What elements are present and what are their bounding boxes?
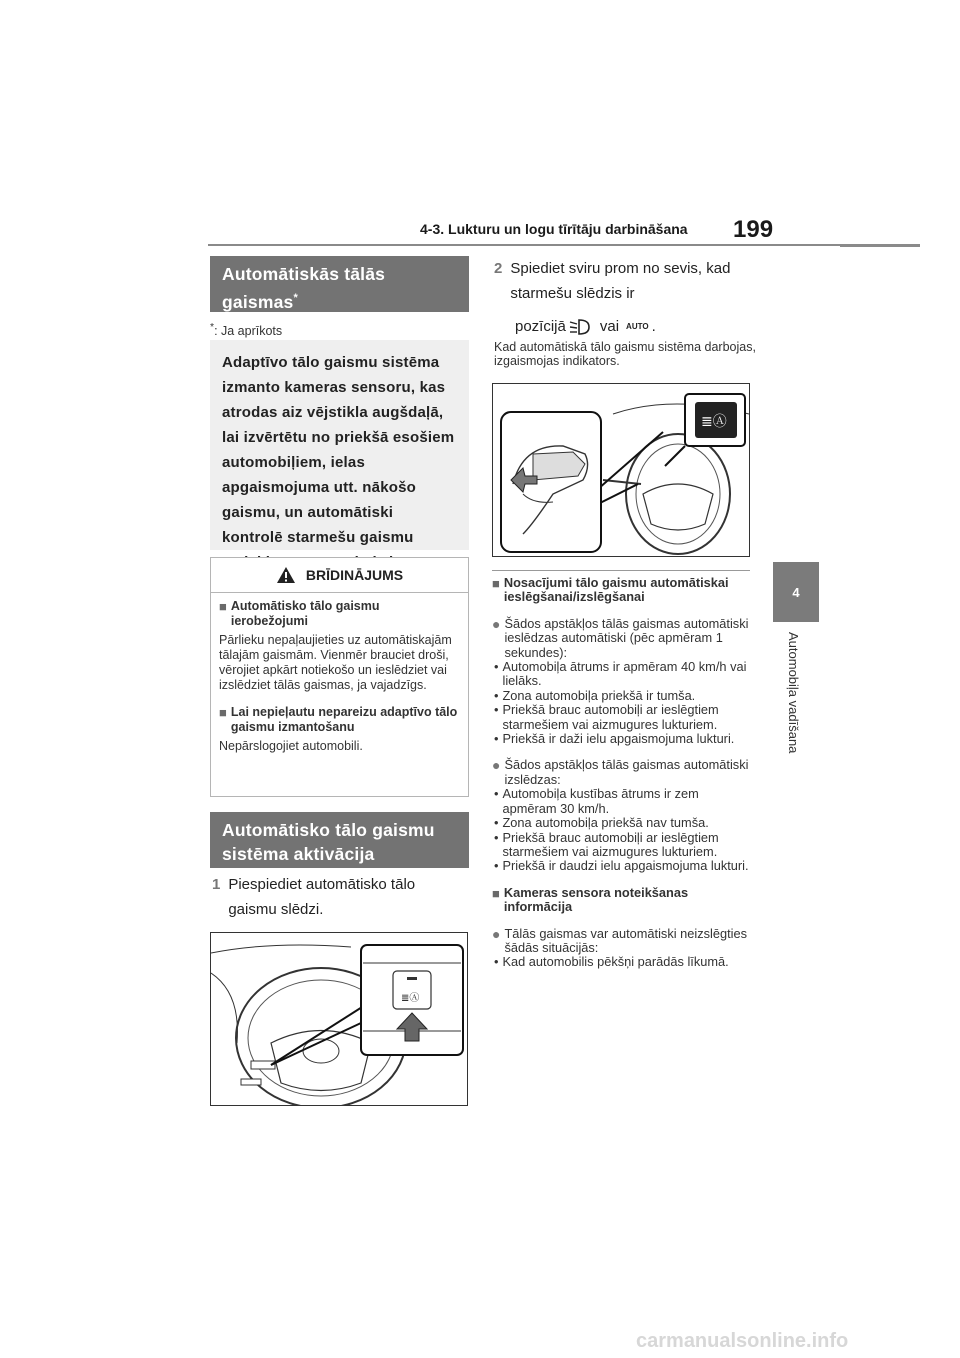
conditions-section xyxy=(492,576,754,970)
camera-heading xyxy=(492,886,754,915)
list-item: • Zona automobiļa priekšā ir tumša. xyxy=(494,687,696,703)
list-item: • Priekšā ir daži ielu apgaismojuma lukturi. xyxy=(494,731,735,747)
circle-bullet-icon: ● xyxy=(492,757,501,774)
warning-body xyxy=(211,593,468,770)
list-item: • Priekšā brauc automobiļi ar ieslēgtiem starmešiem vai aizmugures lukturiem. xyxy=(494,702,719,732)
step-2-end: . xyxy=(651,318,656,335)
chapter-number: 4 xyxy=(792,584,800,600)
on-conditions-intro xyxy=(492,617,754,660)
square-bullet-icon: ■ xyxy=(492,576,500,591)
footnote-mark: * xyxy=(210,322,215,333)
step-2-number: 2 xyxy=(494,260,503,277)
warning-triangle-icon xyxy=(276,566,296,584)
step-1-number: 1 xyxy=(212,876,221,893)
circle-bullet-icon: ● xyxy=(492,925,501,942)
camera-intro xyxy=(492,927,754,956)
step-1 xyxy=(212,872,467,922)
camera-intro-text: Tālās gaismas var automātiski neizslēgties šādās situācijās: xyxy=(504,925,747,955)
list-item: • Kad automobilis pēkšņi parādās līkumā. xyxy=(494,954,729,970)
svg-text:≣Ⓐ: ≣Ⓐ xyxy=(401,993,420,1004)
lever-illustration xyxy=(492,383,750,557)
list-item: • Automobiļa kustības ātrums ir zem apmēram 30 km/h. xyxy=(494,786,699,816)
header-rule-right xyxy=(840,244,920,247)
warning-sub2-title: Lai nepieļautu nepareizu adaptīvo tālo gaismu izmantošanu xyxy=(230,705,458,734)
dashboard-switch-illustration xyxy=(210,932,468,1106)
intro-text: Adaptīvo tālo gaismu sistēma izmanto kameras sensoru, kas atrodas aiz vējstikla augšdaļā, lai izvērtētu no priekšā esošiem automobiļiem, ielas apgaismojuma utt. nākošo gaismu, un automātiski kontrolē starmešu gaismu xyxy=(222,354,455,546)
on-intro-text: Šādos apstākļos tālās gaismas automātiski ieslēdzas automātiski (pēc apmēram 1 sekundes): xyxy=(504,615,749,660)
low-beam-headlight-icon xyxy=(569,318,591,336)
auto-icon: AUTO xyxy=(626,322,649,331)
footnote-text: : Ja aprīkots xyxy=(214,324,283,339)
list-item: • Zona automobiļa priekšā nav tumša. xyxy=(494,815,709,831)
warning-header xyxy=(211,558,468,593)
square-bullet-icon: ■ xyxy=(219,599,227,614)
off-intro-text: Šādos apstākļos tālās gaismas automātiski izslēdzas: xyxy=(504,757,749,787)
off-conditions-intro xyxy=(492,758,754,787)
warning-sub1-text: Pārlieku nepaļaujieties uz automātiskajām tālajām gaismām. Vienmēr brauciet droši, vērojiet apkārt notiekošo un ieslēdziet vai izslēdziet tālās gaismas, ja vajadzīgs. xyxy=(219,633,452,692)
step-2-or: vai xyxy=(599,318,620,335)
square-bullet-icon: ■ xyxy=(219,705,227,720)
circle-bullet-icon: ● xyxy=(492,615,501,632)
footnote xyxy=(210,322,282,338)
dashboard-drawing xyxy=(211,933,468,1106)
warning-sub2-text: Nepārslogojiet automobili. xyxy=(219,739,363,753)
conditions-title: Nosacījumi tālo gaismu automātiskai ieslēgšanai/izslēgšanai xyxy=(503,575,729,605)
section-band-activation xyxy=(210,812,469,868)
off-conditions-list xyxy=(492,787,754,873)
warning-box xyxy=(210,557,469,797)
warning-title: BRĪDINĀJUMS xyxy=(305,567,404,583)
step-1-text: Piespiediet automātisko tālo gaismu slēdzi. xyxy=(228,876,416,918)
header-rule xyxy=(208,244,840,246)
band-title: Automātiskās tālās gaismas xyxy=(222,264,386,312)
watermark: carmanualsonline.info xyxy=(636,1330,849,1352)
intro-box xyxy=(210,340,469,550)
warning-sub1-title: Automātisko tālo gaismu ierobežojumi xyxy=(230,599,380,628)
list-item: • Priekšā ir daudzi ielu apgaismojuma lukturi. xyxy=(494,858,749,874)
lever-drawing xyxy=(493,384,750,557)
step-2-position-word: pozīcijā xyxy=(515,318,566,335)
list-item: • Priekšā brauc automobiļi ar ieslēgtiem starmešiem vai aizmugures lukturiem. xyxy=(494,829,719,859)
step-2-text: Spiediet sviru prom no sevis, kad starmešu slēdzis ir xyxy=(510,260,731,302)
list-item: • Automobiļa ātrums ir apmēram 40 km/h vai lielāks. xyxy=(494,659,747,689)
conditions-heading xyxy=(492,576,754,605)
page-number: 199 xyxy=(733,216,774,243)
band-asterisk: * xyxy=(293,292,298,304)
warning-sub1-heading xyxy=(219,599,460,629)
divider xyxy=(492,570,750,571)
chapter-title: Automobiļa vadīšana xyxy=(786,632,801,754)
band2-title: Automātisko tālo gaismu sistēma aktivācija xyxy=(222,820,435,864)
section-band-auto-high-beam xyxy=(210,256,469,312)
warning-sub2-heading xyxy=(219,705,460,735)
svg-text:≣Ⓐ: ≣Ⓐ xyxy=(701,414,727,430)
camera-title: Kameras sensora noteikšanas informācija xyxy=(503,884,689,915)
indicator-note: Kad automātiskā tālo gaismu sistēma darbojas, izgaismojas indikators. xyxy=(494,340,756,368)
chapter-tab[interactable] xyxy=(773,562,819,622)
section-header: 4-3. Lukturu un logu tīrītāju darbināšana xyxy=(420,221,688,237)
on-conditions-list xyxy=(492,660,754,746)
camera-list xyxy=(492,955,754,969)
step-2 xyxy=(494,256,754,339)
square-bullet-icon: ■ xyxy=(492,885,500,901)
